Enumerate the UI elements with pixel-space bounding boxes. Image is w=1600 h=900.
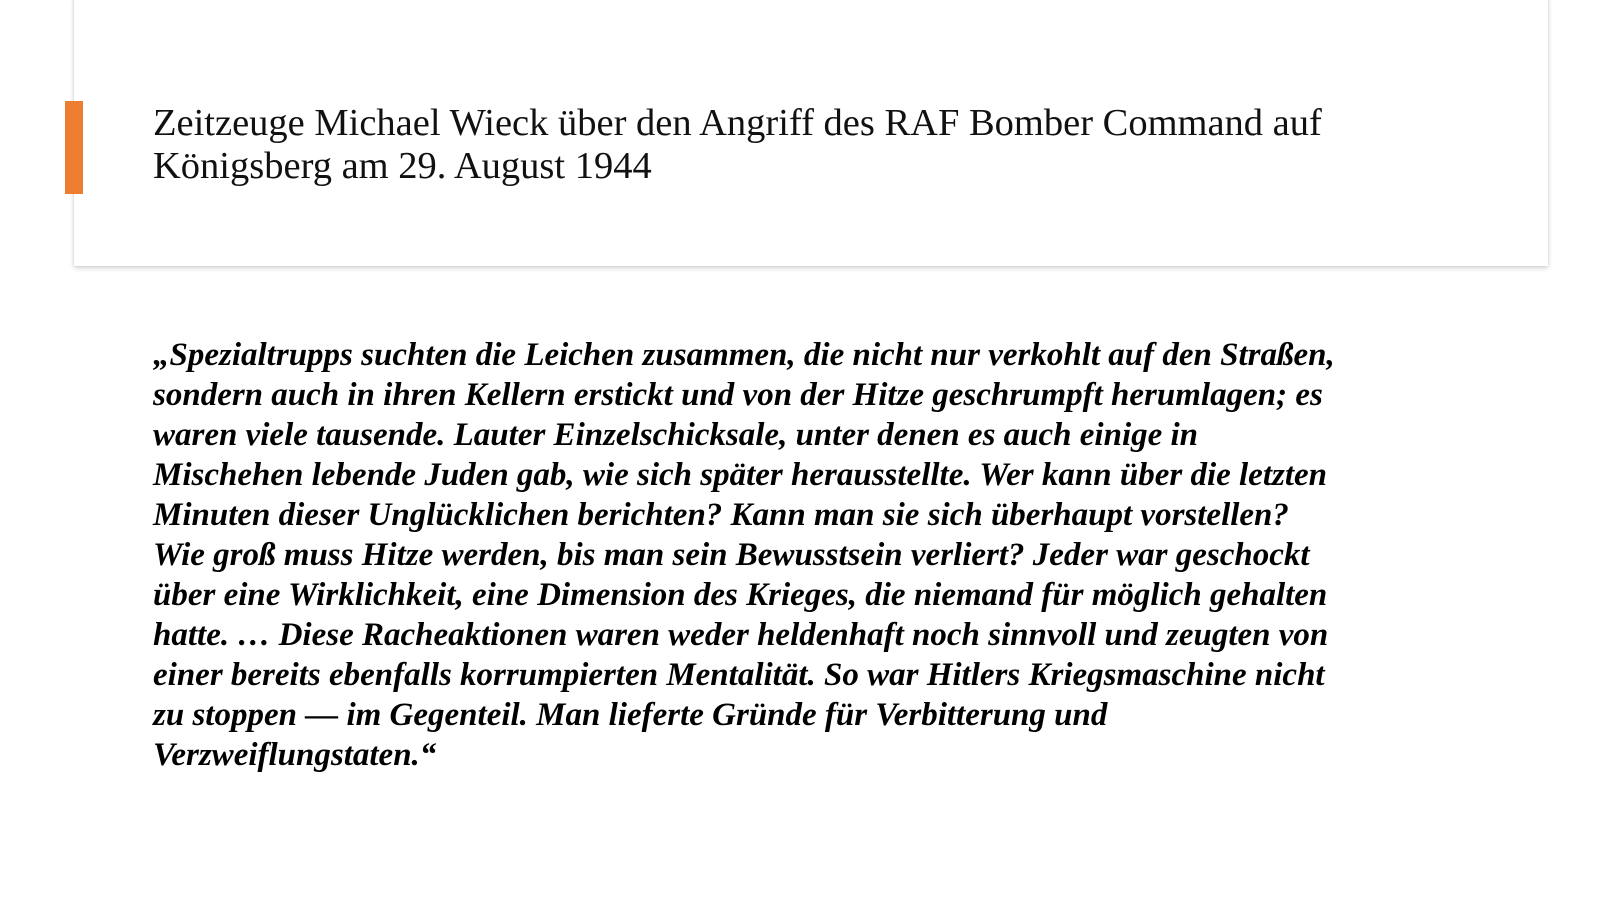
- quote-line: Mischehen lebende Juden gab, wie sich später herausstellte. Wer kann über die letzten: [153, 457, 1327, 493]
- quote-line: Minuten dieser Unglücklichen berichten? Kann man sie sich überhaupt vorstellen?: [153, 497, 1289, 533]
- quote-line: Wie groß muss Hitze werden, bis man sein Bewusstsein verliert? Jeder war geschockt: [153, 537, 1310, 573]
- quote-text: [153, 335, 1488, 775]
- accent-bar: [65, 101, 83, 194]
- quote-line: hatte. … Diese Racheaktionen waren weder heldenhaft noch sinnvoll und zeugten von: [153, 617, 1329, 653]
- quote-line: sondern auch in ihren Kellern erstickt und von der Hitze geschrumpft herumlagen; es: [153, 377, 1323, 413]
- quote-line: „Spezialtrupps suchten die Leichen zusammen, die nicht nur verkohlt auf den Straßen,: [153, 337, 1335, 373]
- quote-line: einer bereits ebenfalls korrumpierten Mentalität. So war Hitlers Kriegsmaschine nicht: [153, 657, 1325, 693]
- slide-title: [153, 102, 1533, 188]
- title-line: Zeitzeuge Michael Wieck über den Angriff des RAF Bomber Command auf: [153, 102, 1322, 144]
- quote-line: Verzweiflungstaten.“: [153, 737, 437, 773]
- title-line: Königsberg am 29. August 1944: [153, 145, 652, 187]
- quote-line: zu stoppen — im Gegenteil. Man lieferte Gründe für Verbitterung und: [153, 697, 1108, 733]
- quote-line: über eine Wirklichkeit, eine Dimension des Krieges, die niemand für möglich gehalten: [153, 577, 1328, 613]
- quote-line: waren viele tausende. Lauter Einzelschicksale, unter denen es auch einige in: [153, 417, 1199, 453]
